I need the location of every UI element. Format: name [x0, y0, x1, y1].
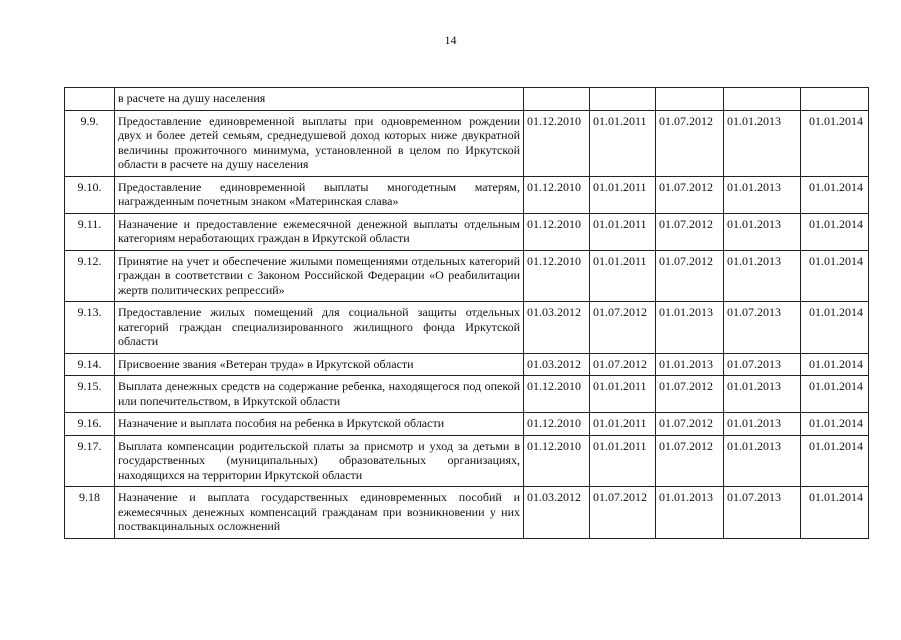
row-date-1: 01.03.2012	[524, 302, 590, 354]
row-date-3: 01.07.2012	[656, 435, 724, 487]
row-date-2: 01.01.2011	[590, 213, 656, 250]
row-date-4: 01.07.2013	[724, 487, 801, 539]
row-number: 9.10.	[65, 176, 115, 213]
row-number: 9.13.	[65, 302, 115, 354]
row-date-3: 01.07.2012	[656, 250, 724, 302]
row-date-3: 01.07.2012	[656, 110, 724, 176]
row-description: Назначение и предоставление ежемесячной денежной выплаты отдельным категориям неработающих граждан в Иркутской области	[115, 213, 524, 250]
row-date-2: 01.01.2011	[590, 413, 656, 436]
row-date-1	[524, 88, 590, 111]
row-date-1: 01.03.2012	[524, 487, 590, 539]
row-date-4: 01.01.2013	[724, 250, 801, 302]
table-row	[65, 376, 869, 413]
row-date-4: 01.01.2013	[724, 110, 801, 176]
table-row	[65, 435, 869, 487]
row-description: Принятие на учет и обеспечение жилыми помещениями отдельных категорий граждан в соответствии с Законом Российской Федерации «О реабилитации жертв политических репрессий»	[115, 250, 524, 302]
row-description: в расчете на душу населения	[115, 88, 524, 111]
table-row	[65, 110, 869, 176]
row-date-4: 01.01.2013	[724, 376, 801, 413]
row-date-3: 01.01.2013	[656, 302, 724, 354]
row-description: Предоставление единовременной выплаты многодетным матерям, награжденным почетным знаком «Материнская слава»	[115, 176, 524, 213]
row-description: Присвоение звания «Ветеран труда» в Иркутской области	[115, 353, 524, 376]
row-date-5: 01.01.2014	[801, 302, 869, 354]
row-date-1: 01.12.2010	[524, 176, 590, 213]
row-date-4	[724, 88, 801, 111]
row-number: 9.12.	[65, 250, 115, 302]
row-date-1: 01.12.2010	[524, 435, 590, 487]
table-row	[65, 302, 869, 354]
row-date-5: 01.01.2014	[801, 110, 869, 176]
row-date-1: 01.12.2010	[524, 250, 590, 302]
row-date-5: 01.01.2014	[801, 213, 869, 250]
row-date-3: 01.07.2012	[656, 176, 724, 213]
table-row	[65, 176, 869, 213]
row-number: 9.15.	[65, 376, 115, 413]
row-date-2: 01.01.2011	[590, 176, 656, 213]
row-description: Выплата денежных средств на содержание ребенка, находящегося под опекой или попечительством, в Иркутской области	[115, 376, 524, 413]
row-number: 9.17.	[65, 435, 115, 487]
table-row	[65, 88, 869, 111]
table-row	[65, 413, 869, 436]
row-date-3: 01.07.2012	[656, 376, 724, 413]
row-date-5: 01.01.2014	[801, 435, 869, 487]
row-date-2: 01.01.2011	[590, 435, 656, 487]
row-date-3: 01.07.2012	[656, 213, 724, 250]
row-description: Предоставление жилых помещений для социальной защиты отдельных категорий граждан специализированного жилищного фонда Иркутской области	[115, 302, 524, 354]
row-description: Выплата компенсации родительской платы за присмотр и уход за детьми в государственных (муниципальных) образовательных организациях, находящихся на территории Иркутской области	[115, 435, 524, 487]
row-date-4: 01.07.2013	[724, 353, 801, 376]
row-date-1: 01.03.2012	[524, 353, 590, 376]
row-number: 9.11.	[65, 213, 115, 250]
table-row	[65, 213, 869, 250]
row-description: Назначение и выплата пособия на ребенка в Иркутской области	[115, 413, 524, 436]
row-date-1: 01.12.2010	[524, 376, 590, 413]
row-date-4: 01.01.2013	[724, 176, 801, 213]
row-description: Предоставление единовременной выплаты при одновременном рождении двух и более детей семьям, среднедушевой доход которых ниже двукратной величины прожиточного минимума, установленной в целом по Иркутской области в расчете на душу населения	[115, 110, 524, 176]
row-number: 9.14.	[65, 353, 115, 376]
row-date-4: 01.01.2013	[724, 435, 801, 487]
row-date-4: 01.07.2013	[724, 302, 801, 354]
row-date-2: 01.07.2012	[590, 487, 656, 539]
page-number: 14	[444, 33, 457, 47]
row-date-2: 01.01.2011	[590, 110, 656, 176]
row-number: 9.9.	[65, 110, 115, 176]
row-date-2: 01.01.2011	[590, 250, 656, 302]
table-row	[65, 487, 869, 539]
table-body	[65, 88, 869, 539]
table-row	[65, 353, 869, 376]
schedule-table	[64, 87, 869, 539]
row-date-4: 01.01.2013	[724, 213, 801, 250]
table-row	[65, 250, 869, 302]
row-description: Назначение и выплата государственных единовременных пособий и ежемесячных денежных компенсаций гражданам при возникновении у них поствакцинальных осложнений	[115, 487, 524, 539]
row-number: 9.18	[65, 487, 115, 539]
row-date-2: 01.01.2011	[590, 376, 656, 413]
row-date-2: 01.07.2012	[590, 353, 656, 376]
row-number	[65, 88, 115, 111]
row-date-3	[656, 88, 724, 111]
row-date-5: 01.01.2014	[801, 176, 869, 213]
row-date-5: 01.01.2014	[801, 376, 869, 413]
row-date-5	[801, 88, 869, 111]
row-date-5: 01.01.2014	[801, 413, 869, 436]
row-date-2: 01.07.2012	[590, 302, 656, 354]
row-date-2	[590, 88, 656, 111]
row-date-1: 01.12.2010	[524, 413, 590, 436]
row-date-3: 01.01.2013	[656, 487, 724, 539]
row-number: 9.16.	[65, 413, 115, 436]
row-date-3: 01.01.2013	[656, 353, 724, 376]
row-date-1: 01.12.2010	[524, 213, 590, 250]
row-date-5: 01.01.2014	[801, 353, 869, 376]
row-date-5: 01.01.2014	[801, 250, 869, 302]
row-date-3: 01.07.2012	[656, 413, 724, 436]
row-date-1: 01.12.2010	[524, 110, 590, 176]
row-date-4: 01.01.2013	[724, 413, 801, 436]
row-date-5: 01.01.2014	[801, 487, 869, 539]
